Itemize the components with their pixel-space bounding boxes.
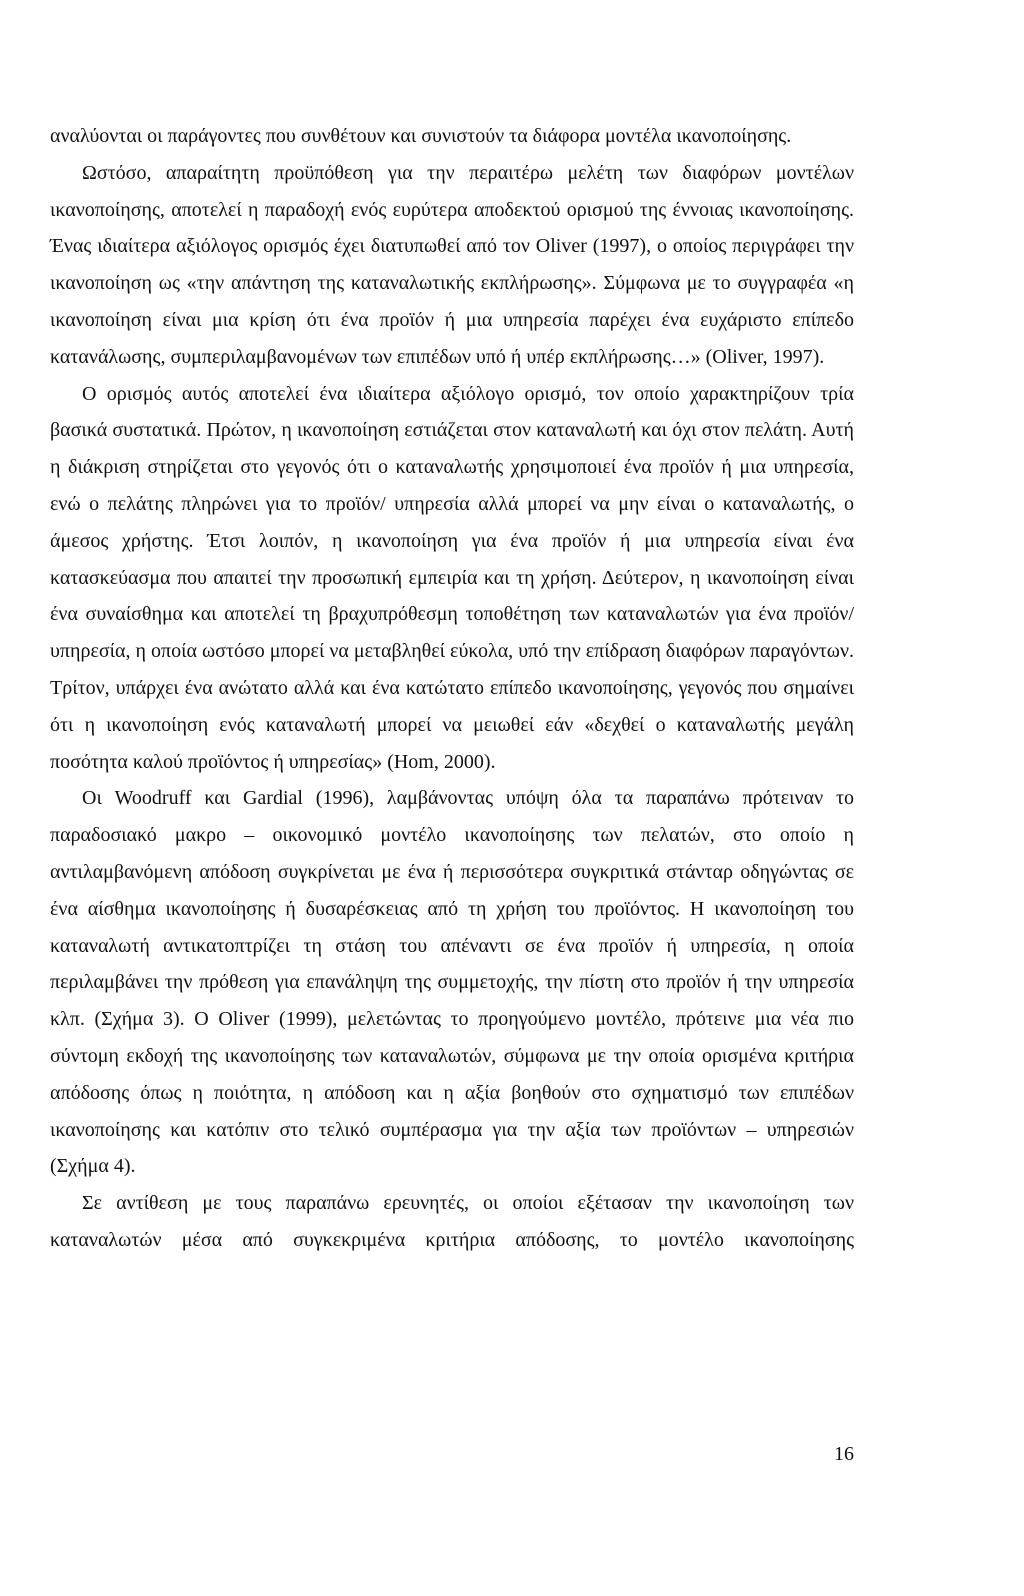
paragraph-models: Οι Woodruff και Gardial (1996), λαμβάνοντας υπόψη όλα τα παραπάνω πρότειναν το παραδοσιακό μακρο – οικονομικό μοντέλο ικανοποίησης των πελατών, στο οποίο η αντιλαμβανόμενη απόδοση συγκρίνεται με ένα ή περισσότερα συγκριτικά στάνταρ οδηγώντας σε ένα αίσθημα ικανοποίησης ή δυσαρέσκειας από τη χρήση του προϊόντος. Η ικανοποίηση του καταναλωτή αντικατοπτρίζει τη στάση του απέναντι σε ένα προϊόν ή υπηρεσία, η οποία περιλαμβάνει την πρόθεση για επανάληψη της συμμετοχής, την πίστη στο προϊόν ή την υπηρεσία κλπ. (Σχήμα 3). Ο Oliver (1999), μελετώντας το προηγούμενο μοντέλο, πρότεινε μια νέα πιο σύντομη εκδοχή της ικανοποίησης των καταναλωτών, σύμφωνα με την οποία ορισμένα κριτήρια απόδοσης όπως η ποιότητα, η απόδοση και η αξία βοηθούν στο σχηματισμό των επιπέδων ικανοποίησης και κατόπιν στο τελικό συμπέρασμα για την αξία των προϊόντων – υπηρεσιών (Σχήμα 4). (50, 787, 854, 1178)
page-number: 16 (834, 1443, 854, 1465)
paragraph-continued: αναλύονται οι παράγοντες που συνθέτουν και συνιστούν τα διάφορα μοντέλα ικανοποίησης. (50, 125, 792, 147)
paragraph-definition: Ωστόσο, απαραίτητη προϋπόθεση για την περαιτέρω μελέτη των διαφόρων μοντέλων ικανοποίησης, αποτελεί η παραδοχή ενός ευρύτερα αποδεκτού ορισμού της έννοιας ικανοποίησης. Ένας ιδιαίτερα αξιόλογος ορισμός έχει διατυπωθεί από τον Oliver (1997), ο οποίος περιγράφει την ικανοποίηση ως «την απάντηση της καταναλωτικής εκπλήρωσης». Σύμφωνα με το συγγραφέα «η ικανοποίηση είναι μια κρίση ότι ένα προϊόν ή μια υπηρεσία παρέχει ένα ευχάριστο επίπεδο κατανάλωσης, συμπεριλαμβανομένων των επιπέδων υπό ή υπέρ εκπλήρωσης…» (Oliver, 1997). (50, 161, 854, 368)
paragraph-components: Ο ορισμός αυτός αποτελεί ένα ιδιαίτερα αξιόλογο ορισμό, τον οποίο χαρακτηρίζουν τρία βασικά συστατικά. Πρώτον, η ικανοποίηση εστιάζεται στον καταναλωτή και όχι στον πελάτη. Αυτή η διάκριση στηρίζεται στο γεγονός ότι ο καταναλωτής χρησιμοποιεί ένα προϊόν ή μια υπηρεσία, ενώ ο πελάτης πληρώνει για το προϊόν/ υπηρεσία αλλά μπορεί να μην είναι ο καταναλωτής, ο άμεσος χρήστης. Έτσι λοιπόν, η ικανοποίηση για ένα προϊόν ή μια υπηρεσία είναι ένα κατασκεύασμα που απαιτεί την προσωπική εμπειρία και τη χρήση. Δεύτερον, η ικανοποίηση είναι ένα συναίσθημα και αποτελεί τη βραχυπρόθεσμη τοποθέτηση των καταναλωτών για ένα προϊόν/ υπηρεσία, η οποία ωστόσο μπορεί να μεταβληθεί εύκολα, υπό την επίδραση διαφόρων παραγόντων. Τρίτον, υπάρχει ένα ανώτατο αλλά και ένα κατώτατο επίπεδο ικανοποίησης, γεγονός που σημαίνει ότι η ικανοποίηση ενός καταναλωτή μπορεί να μειωθεί εάν «δεχθεί ο καταναλωτής μεγάλη ποσότητα καλού προϊόντος ή υπηρεσίας» (Hom, 2000). (50, 382, 854, 773)
document-page-body (50, 118, 854, 1259)
paragraph-contrast: Σε αντίθεση με τους παραπάνω ερευνητές, οι οποίοι εξέτασαν την ικανοποίηση των καταναλωτών μέσα από συγκεκριμένα κριτήρια απόδοσης, το μοντέλο ικανοποίησης (50, 1192, 854, 1251)
